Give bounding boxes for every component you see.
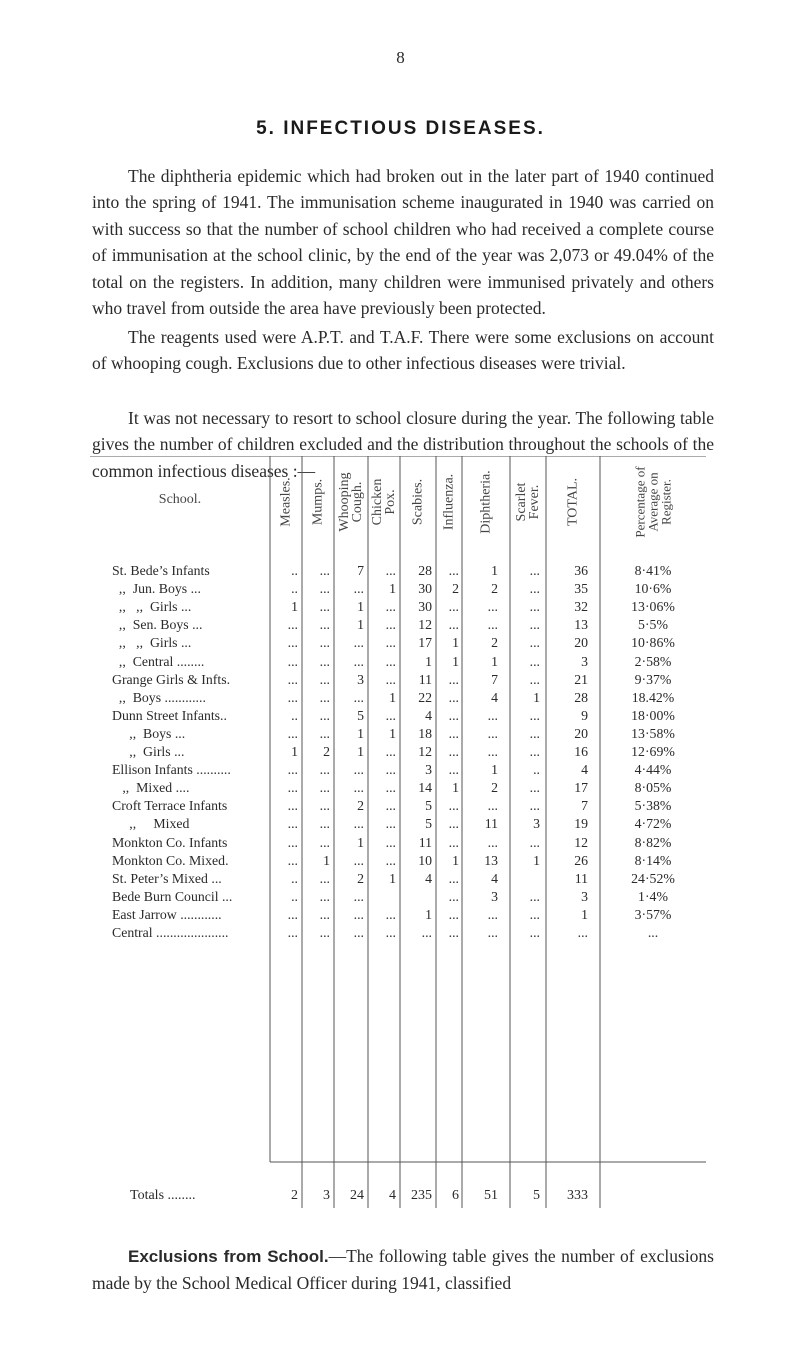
cell-measles: ... [287,852,298,868]
cell-influenza: ... [448,707,459,723]
cell-diphtheria: 2 [491,780,498,796]
cell-measles: 1 [291,599,298,615]
cell-percentage: 18.42% [631,689,675,705]
cell-whooping-cough: ... [353,906,364,922]
cell-scabies: 1 [425,653,432,669]
cell-whooping-cough: 1 [357,599,364,615]
cell-scabies: 17 [418,635,432,651]
cell-influenza: 1 [452,635,459,651]
table-row [90,798,706,816]
cell-scabies: ... [421,925,432,940]
cell-scarlet-fever: ... [529,635,540,651]
table-row [90,617,706,635]
cell-total: 32 [574,599,588,615]
cell-total: 11 [574,870,588,886]
total-diphtheria: 51 [484,1188,498,1203]
cell-chicken-pox: ... [385,906,396,922]
cell-measles: ... [287,906,298,922]
cell-scarlet-fever: ... [529,744,540,759]
cell-mumps: ... [319,780,330,796]
cell-diphtheria: ... [487,798,498,814]
cell-influenza: ... [448,906,459,922]
cell-scarlet-fever: ... [529,780,540,796]
table-row [90,780,706,798]
header-influenza: Influenza. [441,473,457,531]
school-name: Central ..................... [112,925,229,940]
cell-measles: ... [287,834,298,850]
cell-diphtheria: ... [487,599,498,615]
cell-scabies: 22 [418,689,432,705]
total-mumps: 3 [323,1188,330,1203]
cell-influenza: 1 [452,653,459,669]
cell-mumps: 2 [323,744,330,759]
cell-measles: ... [287,653,298,669]
cell-measles: ... [287,617,298,633]
header-diphtheria: Diphtheria. [478,470,494,534]
cell-total: 36 [574,563,588,578]
cell-whooping-cough: 5 [357,707,364,723]
cell-chicken-pox: 1 [389,870,396,886]
table-row [90,889,706,907]
cell-scabies: 14 [418,780,432,796]
cell-diphtheria: ... [487,617,498,633]
header-chicken-pox: Chicken Pox. [370,478,398,526]
exclusions-table [90,456,706,1208]
cell-mumps: ... [319,581,330,597]
cell-measles: ... [287,689,298,705]
table-row [90,635,706,653]
cell-percentage: 4·44% [634,762,672,778]
cell-mumps: ... [319,816,330,832]
school-name: Monkton Co. Mixed. [112,852,229,868]
cell-whooping-cough: 1 [357,617,364,633]
cell-percentage: 5·5% [638,617,668,633]
total-scarlet-fever: 5 [533,1188,540,1203]
cell-mumps: ... [319,563,330,578]
cell-influenza: ... [448,671,459,687]
cell-chicken-pox: ... [385,834,396,850]
cell-diphtheria: ... [487,925,498,940]
section-heading: 5. INFECTIOUS DISEASES. [256,118,545,139]
cell-percentage: 9·37% [634,671,672,687]
cell-percentage: ... [647,925,659,940]
table-row [90,744,706,762]
cell-chicken-pox: ... [385,707,396,723]
cell-scarlet-fever: ... [529,834,540,850]
total-measles: 2 [291,1188,298,1203]
exclusions-text: —The following table gives the number of exclusions made by the School Medical Officer during 1941, classified [92,1246,714,1294]
cell-chicken-pox: ... [385,653,396,669]
cell-diphtheria: ... [487,834,498,850]
cell-scabies: 3 [425,762,432,778]
school-name: Croft Terrace Infants [112,798,228,814]
total-whooping-cough: 24 [350,1188,364,1203]
cell-mumps: ... [319,707,330,723]
cell-total: 28 [574,689,588,705]
cell-mumps: ... [319,599,330,615]
header-scarlet-fever: Scarlet Fever. [514,482,542,522]
cell-scarlet-fever: 1 [533,852,540,868]
school-name: Grange Girls & Infts. [112,671,231,687]
cell-whooping-cough: ... [353,762,364,778]
cell-percentage: 5·38% [634,798,672,814]
cell-percentage: 4·72% [634,816,672,832]
cell-scabies: 4 [425,707,432,723]
school-name: St. Bede’s Infants [112,563,210,578]
cell-percentage: 10·86% [631,635,675,651]
cell-percentage: 24·52% [631,870,675,886]
cell-mumps: 1 [323,852,330,868]
cell-total: 21 [574,671,588,687]
cell-whooping-cough: 1 [357,834,364,850]
school-name: Monkton Co. Infants [112,834,228,850]
cell-measles: .. [291,563,298,578]
cell-influenza: ... [448,925,459,940]
cell-measles: 1 [291,744,298,759]
cell-percentage: 18·00% [631,707,675,723]
totals-label: Totals ........ [130,1188,196,1203]
cell-measles: ... [287,635,298,651]
cell-diphtheria: ... [487,744,498,759]
cell-whooping-cough: ... [353,653,364,669]
cell-measles: ... [287,762,298,778]
school-name: St. Peter’s Mixed ... [112,870,222,886]
cell-chicken-pox: ... [385,671,396,687]
cell-total: 17 [574,780,588,796]
cell-measles: .. [291,888,298,904]
cell-total: ... [577,925,588,940]
cell-scarlet-fever: ... [529,725,540,741]
cell-chicken-pox: ... [385,925,396,940]
table-row [90,762,706,780]
table-row [90,907,706,925]
cell-influenza: ... [448,762,459,778]
cell-chicken-pox: ... [385,744,396,759]
page-number: 8 [396,48,405,67]
cell-scabies: 28 [418,563,432,578]
cell-diphtheria: 1 [491,563,498,578]
cell-percentage: 8·41% [634,563,672,578]
cell-scabies: 10 [418,852,432,868]
table-row [90,654,706,672]
header-whooping-cough: Whooping Cough. [337,472,365,532]
cell-total: 20 [574,725,588,741]
cell-whooping-cough: 2 [357,798,364,814]
cell-measles: .. [291,870,298,886]
cell-mumps: ... [319,635,330,651]
table-row [90,599,706,617]
cell-diphtheria: 1 [491,762,498,778]
cell-scarlet-fever: ... [529,617,540,633]
paragraph-reagents: The reagents used were A.P.T. and T.A.F. There were some exclusions on account of whooping cough. Exclusions due to other infectious diseases were trivial. [92,327,714,374]
cell-mumps: ... [319,689,330,705]
cell-diphtheria: 4 [491,870,498,886]
table-row [90,925,706,943]
total-chicken-pox: 4 [389,1188,396,1203]
cell-scabies: 5 [425,798,432,814]
cell-scarlet-fever: ... [529,599,540,615]
header-school: School. [158,492,202,507]
table-row [90,816,706,834]
cell-whooping-cough: ... [353,888,364,904]
cell-mumps: ... [319,725,330,741]
cell-influenza: ... [448,599,459,615]
cell-percentage: 3·57% [634,906,672,922]
cell-percentage: 8·14% [634,852,672,868]
table-row [90,835,706,853]
school-name: ,, Mixed .... [112,780,190,796]
cell-whooping-cough: ... [353,581,364,597]
total-scabies: 235 [411,1188,432,1203]
cell-mumps: ... [319,653,330,669]
school-name: ,, Mixed [112,816,190,832]
cell-whooping-cough: 2 [357,870,364,886]
cell-influenza: ... [448,834,459,850]
cell-mumps: ... [319,798,330,814]
cell-influenza: 1 [452,780,459,796]
cell-whooping-cough: ... [353,852,364,868]
cell-total: 26 [574,852,588,868]
cell-scarlet-fever: .. [533,762,540,778]
school-name: ,, Boys ............ [112,689,206,705]
total-all: 333 [567,1188,588,1203]
header-percentage: Percentage of Average on Register. [632,466,674,538]
cell-whooping-cough: 1 [357,744,364,759]
table-row [90,672,706,690]
header-mumps: Mumps. [310,478,326,526]
cell-chicken-pox: ... [385,635,396,651]
cell-percentage: 2·58% [634,653,672,669]
cell-chicken-pox: ... [385,617,396,633]
cell-chicken-pox: ... [385,780,396,796]
cell-measles: ... [287,725,298,741]
cell-measles: ... [287,925,298,940]
header-measles: Measles. [278,477,294,527]
cell-influenza: 2 [452,581,459,597]
cell-total: 13 [574,617,588,633]
school-name: East Jarrow ............ [112,906,222,922]
cell-percentage: 8·05% [634,780,672,796]
cell-total: 1 [581,906,588,922]
cell-whooping-cough: ... [353,780,364,796]
cell-whooping-cough: 3 [357,671,364,687]
cell-scarlet-fever: 3 [533,816,540,832]
cell-influenza: ... [448,563,459,578]
cell-measles: ... [287,798,298,814]
cell-scarlet-fever: ... [529,581,540,597]
cell-diphtheria: 7 [491,671,498,687]
cell-scarlet-fever: 1 [533,689,540,705]
cell-total: 4 [581,762,588,778]
cell-chicken-pox: 1 [389,689,396,705]
cell-scabies: 12 [418,617,432,633]
table-row [90,690,706,708]
cell-total: 9 [581,707,588,723]
cell-percentage: 13·06% [631,599,675,615]
cell-influenza: ... [448,798,459,814]
cell-scabies: 11 [418,834,432,850]
exclusions-heading: Exclusions from School. [128,1247,329,1266]
cell-measles: ... [287,780,298,796]
cell-total: 35 [574,581,588,597]
cell-scarlet-fever: ... [529,563,540,578]
cell-measles: .. [291,581,298,597]
school-name: Ellison Infants .......... [112,762,231,778]
cell-scabies: 12 [418,744,432,759]
cell-mumps: ... [319,888,330,904]
cell-scabies: 1 [425,906,432,922]
cell-percentage: 10·6% [634,581,672,597]
cell-chicken-pox: ... [385,798,396,814]
cell-scarlet-fever: ... [529,671,540,687]
cell-scarlet-fever: ... [529,798,540,814]
cell-total: 3 [581,888,588,904]
cell-chicken-pox: ... [385,816,396,832]
cell-scarlet-fever: ... [529,925,540,940]
cell-influenza: ... [448,744,459,759]
cell-measles: ... [287,671,298,687]
cell-chicken-pox: 1 [389,725,396,741]
table-row [90,581,706,599]
cell-whooping-cough: ... [353,635,364,651]
table-row [90,871,706,889]
cell-diphtheria: 3 [491,888,498,904]
school-name: ,, Girls ... [112,744,185,759]
cell-whooping-cough: ... [353,689,364,705]
cell-scarlet-fever: ... [529,906,540,922]
school-name: ,, ,, Girls ... [112,635,192,651]
cell-diphtheria: 11 [484,816,498,832]
cell-scabies: 11 [418,671,432,687]
cell-total: 16 [574,744,588,759]
cell-influenza: 1 [452,852,459,868]
cell-total: 19 [574,816,588,832]
cell-diphtheria: ... [487,707,498,723]
cell-percentage: 1·4% [638,888,668,904]
cell-mumps: ... [319,906,330,922]
cell-mumps: ... [319,925,330,940]
header-total: TOTAL. [565,477,581,527]
total-influenza: 6 [452,1188,459,1203]
table-row [90,726,706,744]
cell-influenza: ... [448,689,459,705]
cell-scarlet-fever: ... [529,653,540,669]
cell-mumps: ... [319,762,330,778]
cell-total: 3 [581,653,588,669]
cell-scabies: 18 [418,725,432,741]
cell-scabies: 5 [425,816,432,832]
cell-scarlet-fever: ... [529,707,540,723]
paragraph-immunisation: The diphtheria epidemic which had broken out in the later part of 1940 continued into the spring of 1941. The immunisation scheme inaugurated in 1940 was carried on with success so that the number of school children who had received a complete course of immunisation at the school clinic, by the end of the year was 2,073 or 49.04% of the total on the registers. In addition, many children were immunised privately and others who travel from outside the area have previously been protected. [92,166,714,319]
cell-diphtheria: 2 [491,635,498,651]
cell-percentage: 8·82% [634,834,672,850]
cell-total: 12 [574,834,588,850]
school-name: ,, ,, Girls ... [112,599,192,615]
table-row [90,563,706,581]
header-scabies: Scabies. [410,478,426,526]
cell-mumps: ... [319,671,330,687]
cell-mumps: ... [319,870,330,886]
cell-influenza: ... [448,888,459,904]
cell-diphtheria: 1 [491,653,498,669]
table-row [90,853,706,871]
cell-diphtheria: 13 [484,852,498,868]
cell-diphtheria: ... [487,906,498,922]
cell-chicken-pox: ... [385,852,396,868]
cell-mumps: ... [319,834,330,850]
cell-total: 20 [574,635,588,651]
cell-chicken-pox: ... [385,762,396,778]
school-name: Dunn Street Infants.. [112,707,227,723]
school-name: ,, Sen. Boys ... [112,617,203,633]
cell-influenza: ... [448,870,459,886]
cell-chicken-pox: ... [385,563,396,578]
cell-scarlet-fever: ... [529,888,540,904]
cell-scabies: 30 [418,599,432,615]
cell-scabies: 30 [418,581,432,597]
cell-percentage: 13·58% [631,725,675,741]
cell-measles: ... [287,816,298,832]
cell-diphtheria: 2 [491,581,498,597]
paragraph-closure: It was not necessary to resort to school closure during the year. The following table gives the number of children excluded and the distribution throughout the schools of the common infectious diseases :— [92,408,714,481]
cell-whooping-cough: 1 [357,725,364,741]
cell-diphtheria: ... [487,725,498,741]
cell-mumps: ... [319,617,330,633]
cell-percentage: 12·69% [631,744,675,759]
cell-chicken-pox: 1 [389,581,396,597]
school-name: ,, Jun. Boys ... [112,581,201,597]
cell-influenza: ... [448,725,459,741]
cell-measles: .. [291,707,298,723]
cell-whooping-cough: ... [353,816,364,832]
cell-influenza: ... [448,617,459,633]
cell-whooping-cough: ... [353,925,364,940]
cell-diphtheria: 4 [491,689,498,705]
school-name: ,, Boys ... [112,725,186,741]
school-name: Bede Burn Council ... [112,888,233,904]
cell-whooping-cough: 7 [357,563,364,578]
paragraph-exclusions [92,1243,714,1297]
school-name: ,, Central ........ [112,653,205,669]
cell-influenza: ... [448,816,459,832]
cell-chicken-pox: ... [385,599,396,615]
table-row [90,708,706,726]
cell-scabies: 4 [425,870,432,886]
cell-total: 7 [581,798,588,814]
